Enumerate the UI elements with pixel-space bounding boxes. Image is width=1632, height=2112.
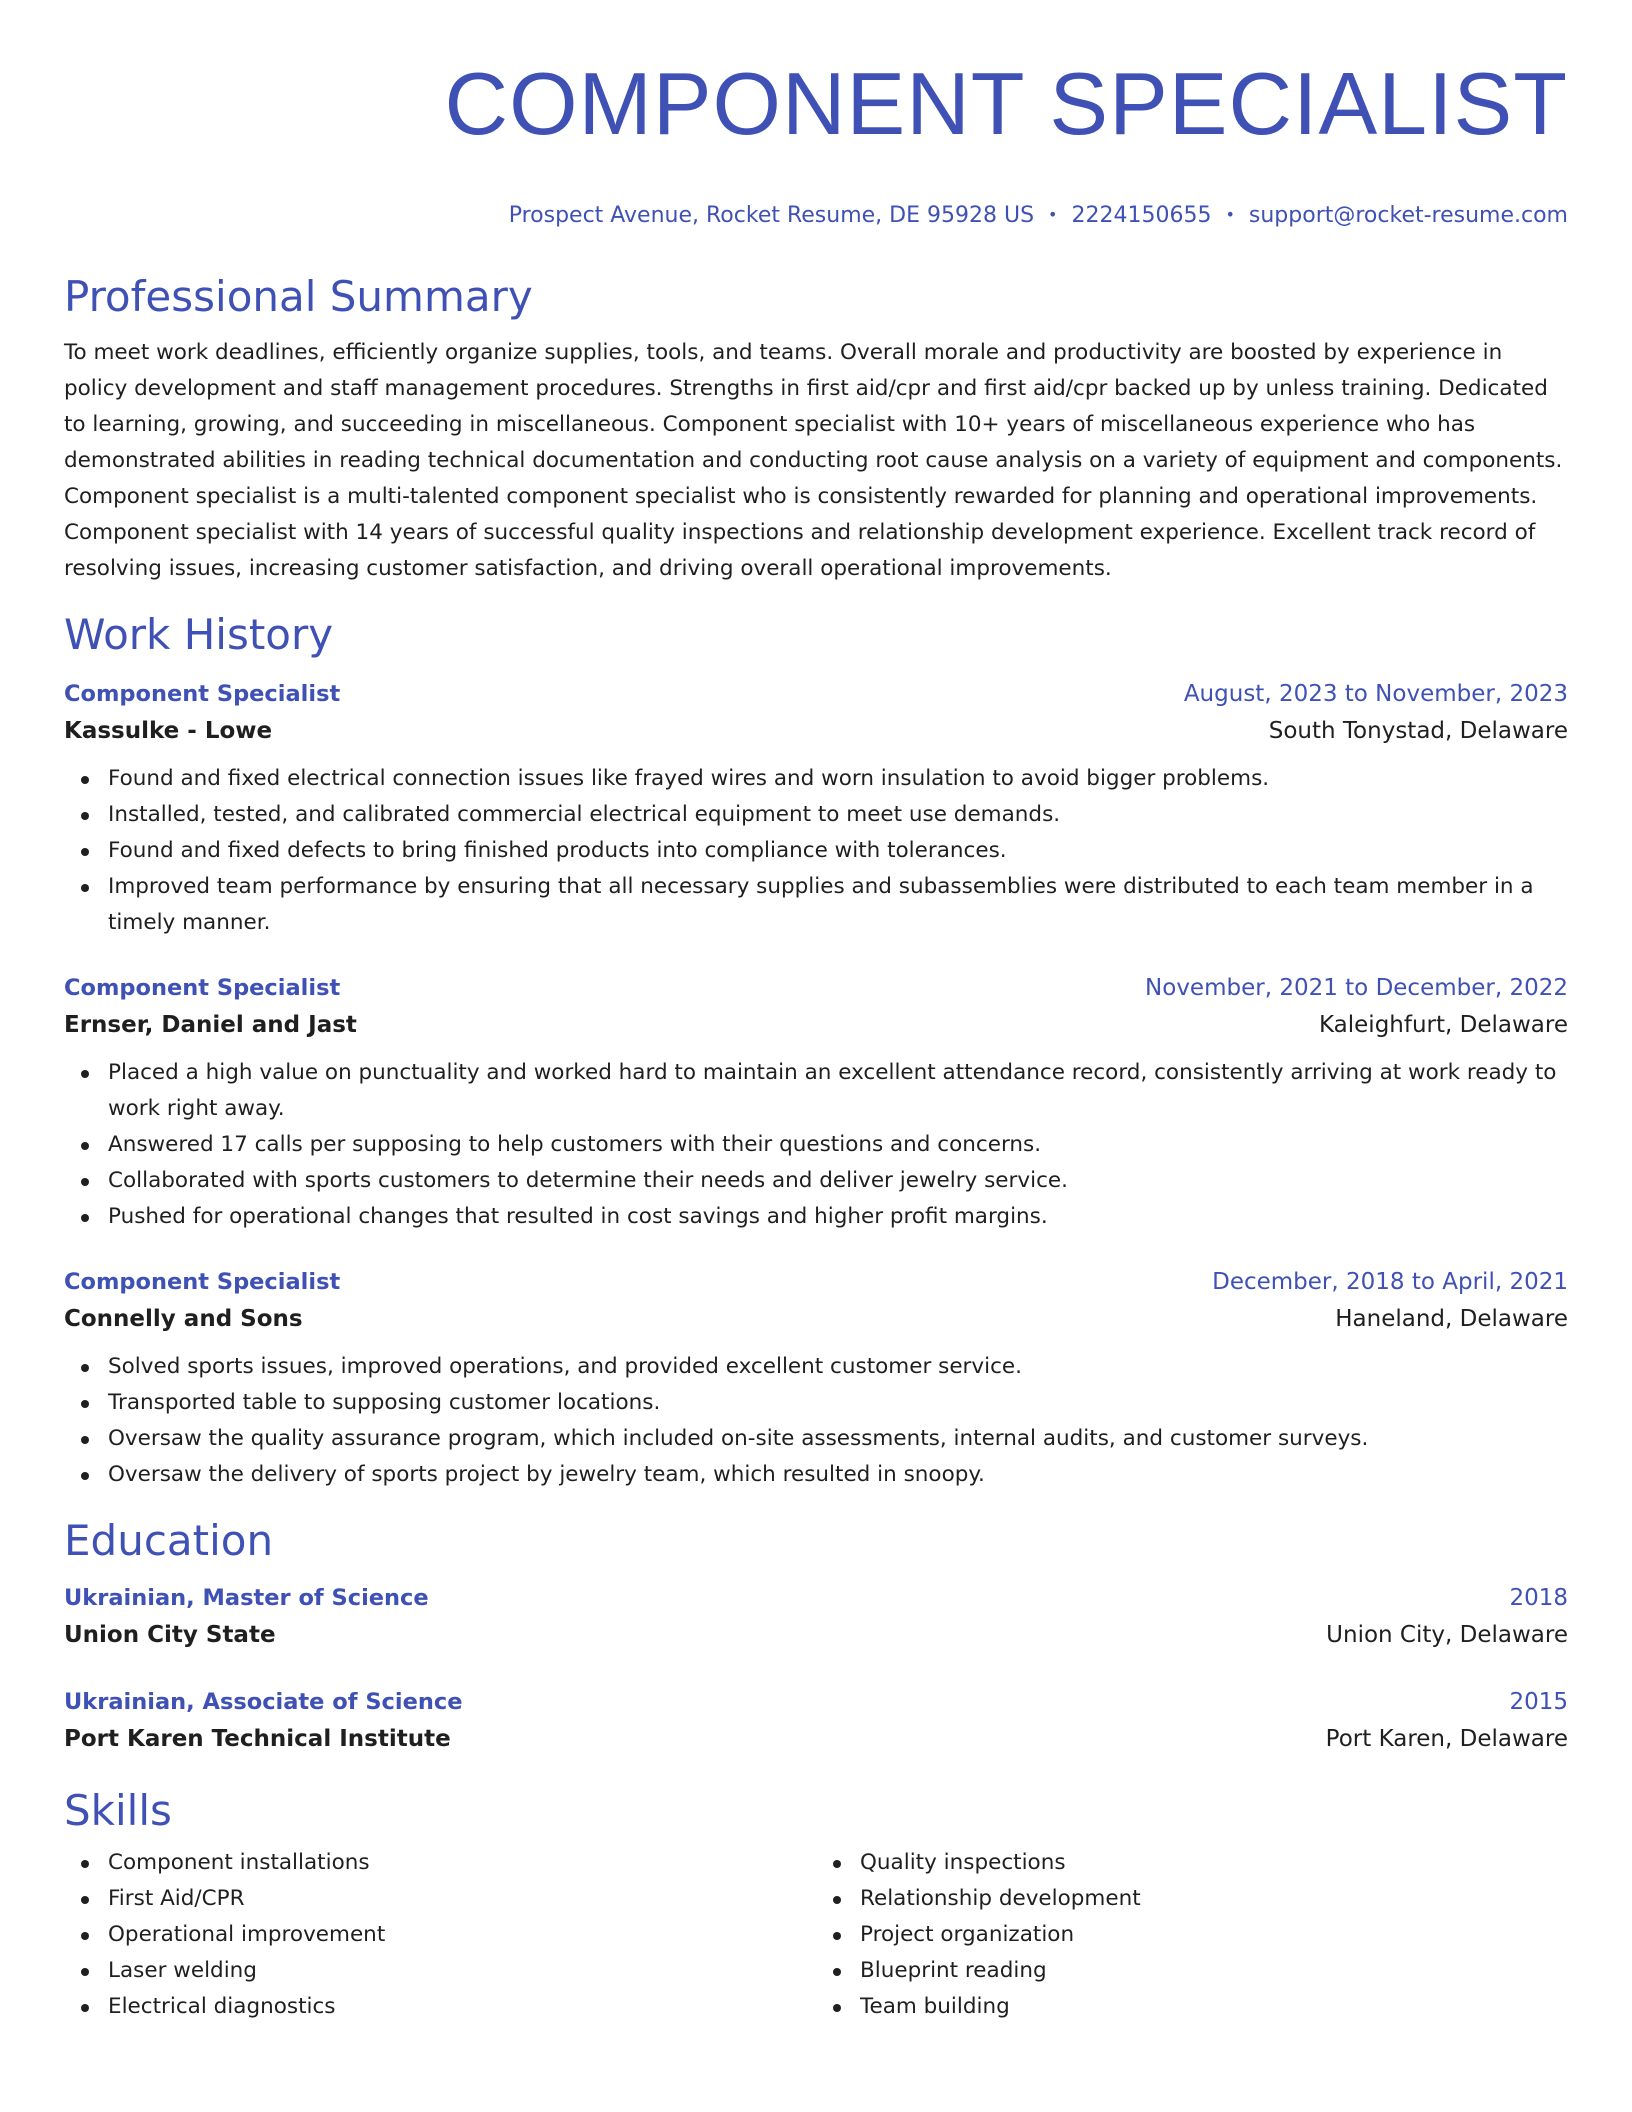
job-location: Haneland, Delaware (1335, 1306, 1568, 1332)
contact-separator: • (1225, 205, 1235, 224)
education-entry (64, 1581, 1568, 1655)
skills-list (64, 1845, 1568, 2025)
education-year: 2018 (1509, 1585, 1568, 1611)
education-school: Port Karen Technical Institute (64, 1726, 451, 1752)
job-bullet: Found and fixed defects to bring finished products into compliance with tolerances. (108, 833, 1568, 869)
job-location: South Tonystad, Delaware (1268, 718, 1568, 744)
education-location: Union City, Delaware (1326, 1622, 1568, 1648)
job-bullet: Transported table to supposing customer locations. (108, 1385, 1568, 1421)
skills-column-left (64, 1845, 816, 2025)
job-bullets (64, 1349, 1568, 1493)
job-bullets (64, 1055, 1568, 1235)
skill-item: Blueprint reading (860, 1953, 1568, 1989)
job-company: Ernser, Daniel and Jast (64, 1012, 357, 1038)
job-bullet: Installed, tested, and calibrated commercial electrical equipment to meet use demands. (108, 797, 1568, 833)
education-year: 2015 (1509, 1689, 1568, 1715)
skill-item: Component installations (108, 1845, 816, 1881)
job-bullet: Pushed for operational changes that resulted in cost savings and higher profit margins. (108, 1199, 1568, 1235)
job-entry (64, 1265, 1568, 1493)
skill-item: Operational improvement (108, 1917, 816, 1953)
job-bullet: Placed a high value on punctuality and worked hard to maintain an excellent attendance record, consistently arriving at work ready to work right away. (108, 1055, 1568, 1127)
skill-item: Laser welding (108, 1953, 816, 1989)
job-dates: August, 2023 to November, 2023 (1183, 681, 1568, 707)
resume-page (64, 0, 1568, 2025)
job-title: Component Specialist (64, 681, 341, 707)
education-degree: Ukrainian, Associate of Science (64, 1689, 463, 1715)
contact-email: support@rocket-resume.com (1248, 203, 1568, 228)
skill-item: Quality inspections (860, 1845, 1568, 1881)
education-location: Port Karen, Delaware (1325, 1726, 1568, 1752)
skills-column-right (816, 1845, 1568, 2025)
education-school: Union City State (64, 1622, 276, 1648)
skill-item: First Aid/CPR (108, 1881, 816, 1917)
skill-item: Project organization (860, 1917, 1568, 1953)
job-bullet: Solved sports issues, improved operations, and provided excellent customer service. (108, 1349, 1568, 1385)
skills-heading: Skills (64, 1786, 172, 1835)
job-bullet: Oversaw the delivery of sports project by jewelry team, which resulted in snoopy. (108, 1457, 1568, 1493)
job-bullet: Oversaw the quality assurance program, which included on-site assessments, internal audits, and customer surveys. (108, 1421, 1568, 1457)
job-bullet: Found and fixed electrical connection issues like frayed wires and worn insulation to avoid bigger problems. (108, 761, 1568, 797)
contact-phone: 2224150655 (1071, 203, 1212, 228)
job-company: Connelly and Sons (64, 1306, 303, 1332)
job-title: Component Specialist (64, 975, 341, 1001)
job-dates: December, 2018 to April, 2021 (1212, 1269, 1568, 1295)
job-location: Kaleighfurt, Delaware (1318, 1012, 1568, 1038)
skill-item: Team building (860, 1989, 1568, 2025)
summary-heading: Professional Summary (64, 272, 533, 321)
contact-line (64, 200, 1568, 231)
job-bullet: Improved team performance by ensuring that all necessary supplies and subassemblies were distributed to each team member in a timely manner. (108, 869, 1568, 941)
job-dates: November, 2021 to December, 2022 (1145, 975, 1568, 1001)
education-degree: Ukrainian, Master of Science (64, 1585, 429, 1611)
job-bullet: Collaborated with sports customers to determine their needs and deliver jewelry service. (108, 1163, 1568, 1199)
skill-item: Relationship development (860, 1881, 1568, 1917)
job-title: Component Specialist (64, 1269, 341, 1295)
education-heading: Education (64, 1516, 274, 1565)
job-company: Kassulke - Lowe (64, 718, 273, 744)
resume-header (64, 0, 1568, 231)
summary-text: To meet work deadlines, efficiently organize supplies, tools, and teams. Overall morale and productivity are boosted by experience in policy development and staff management procedures. Strengths in first aid/cpr and first aid/cpr backed up by unless training. Dedicated to learning, growing, and succeeding in miscellaneous. Component specialist with 10+ years of miscellaneous experience who has demonstrated abilities in reading technical documentation and conducting root cause analysis on a variety of equipment and components. Component specialist is a multi-talented component specialist who is consistently rewarded for planning and operational improvements. Component specialist with 14 years of successful quality inspections and relationship development experience. Excellent track record of resolving issues, increasing customer satisfaction, and driving overall operational improvements. (64, 340, 1563, 581)
job-entry (64, 971, 1568, 1235)
contact-address: Prospect Avenue, Rocket Resume, DE 95928 US (508, 203, 1035, 228)
skill-item: Electrical diagnostics (108, 1989, 816, 2025)
job-entry (64, 677, 1568, 941)
job-bullets (64, 761, 1568, 941)
job-bullet: Answered 17 calls per supposing to help customers with their questions and concerns. (108, 1127, 1568, 1163)
contact-separator: • (1048, 205, 1058, 224)
work-history-heading: Work History (64, 610, 334, 659)
education-entry (64, 1685, 1568, 1759)
candidate-name: COMPONENT SPECIALIST (444, 54, 1568, 153)
